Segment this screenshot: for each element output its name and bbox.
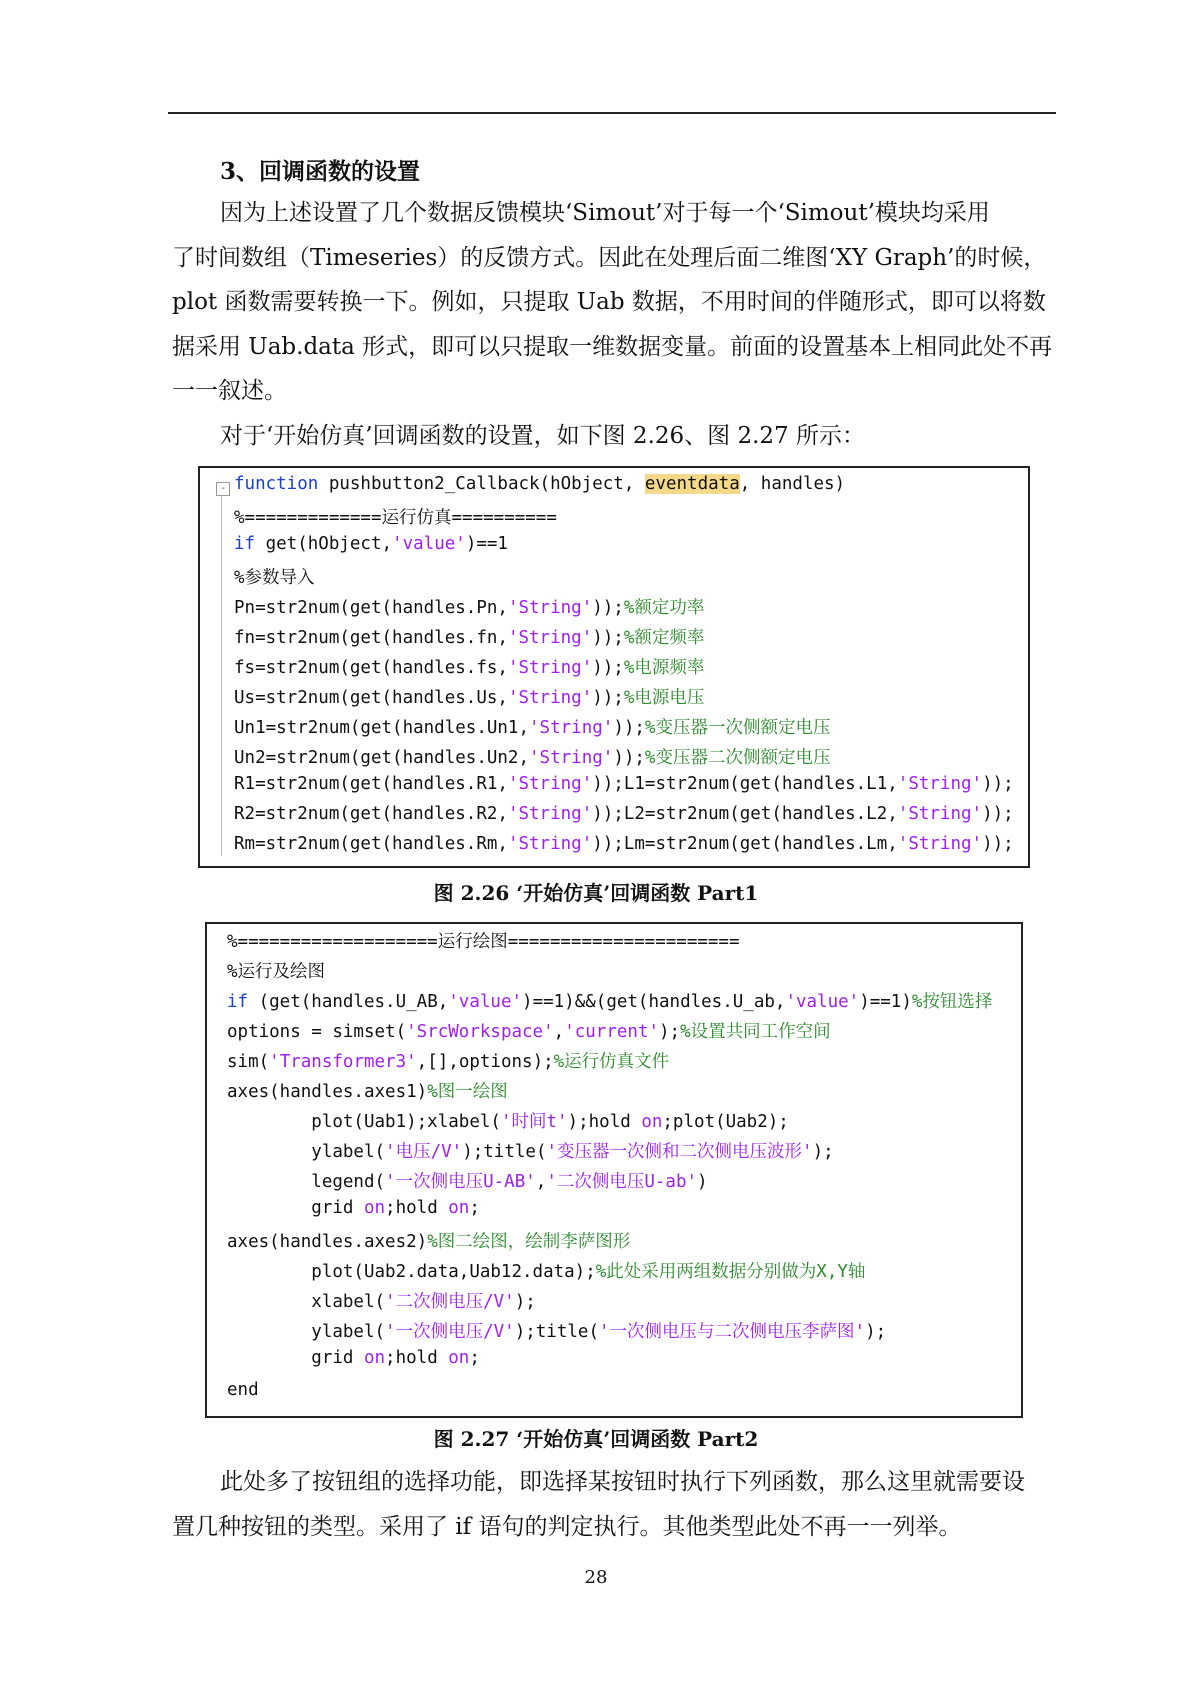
figure-caption-2-26: 图 2.26 ‘开始仿真’回调函数 Part1 (433, 881, 759, 905)
code-line: Rm=str2num(get(handles.Rm,'String'));Lm=str2num(get(handles.Lm,'String')); (234, 834, 1014, 854)
code-line: legend('一次侧电压U-AB','二次侧电压U-ab') (227, 1172, 708, 1192)
code-line: if (get(handles.U_AB,'value')==1)&&(get(handles.U_ab,'value')==1)%按钮选择 (227, 992, 993, 1012)
code-line: grid on;hold on; (227, 1348, 480, 1368)
section-heading: 3、回调函数的设置 (220, 158, 421, 185)
figure-caption-2-27: 图 2.27 ‘开始仿真’回调函数 Part2 (433, 1427, 759, 1451)
code-line: Un2=str2num(get(handles.Un2,'String'));%变压器二次侧额定电压 (234, 748, 831, 768)
code-line: %参数导入 (234, 568, 315, 588)
code-line: if get(hObject,'value')==1 (234, 534, 508, 554)
code-line: options = simset('SrcWorkspace','current');%设置共同工作空间 (227, 1022, 831, 1042)
code-line: ylabel('电压/V');title('变压器一次侧和二次侧电压波形'); (227, 1142, 834, 1162)
code-line: ylabel('一次侧电压/V');title('一次侧电压与二次侧电压李萨图'); (227, 1322, 887, 1342)
fold-toggle-icon[interactable]: - (216, 482, 230, 496)
code-line: %运行及绘图 (227, 962, 326, 982)
intro-line: 因为上述设置了几个数据反馈模块‘Simout’对于每一个‘Simout’模块均采用 (220, 200, 990, 226)
code-line: axes(handles.axes1)%图一绘图 (227, 1082, 508, 1102)
intro-line: plot 函数需要转换一下。例如，只提取 Uab 数据，不用时间的伴随形式，即可以将数 (172, 289, 1046, 315)
code-figure-part2 (205, 922, 1023, 1418)
intro-line: 一一叙述。 (172, 378, 287, 404)
code-line: grid on;hold on; (227, 1198, 480, 1218)
outro-paragraph (172, 1460, 1054, 1549)
fold-guide (221, 496, 222, 856)
code-line: fn=str2num(get(handles.fn,'String'));%额定频率 (234, 628, 705, 648)
code-line: R2=str2num(get(handles.R2,'String'));L2=str2num(get(handles.L2,'String')); (234, 804, 1014, 824)
intro-paragraph (172, 191, 1054, 458)
code-figure-part1 (198, 466, 1030, 868)
code-line: xlabel('二次侧电压/V'); (227, 1292, 536, 1312)
code-line: Us=str2num(get(handles.Us,'String'));%电源电压 (234, 688, 705, 708)
code-line: plot(Uab1);xlabel('时间t');hold on;plot(Uab2); (227, 1112, 789, 1132)
code-line: end (227, 1380, 259, 1400)
intro-line: 据采用 Uab.data 形式，即可以只提取一维数据变量。前面的设置基本上相同此处不再 (172, 333, 1053, 360)
outro-line: 此处多了按钮组的选择功能，即选择某按钮时执行下列函数，那么这里就需要设 (220, 1469, 1025, 1495)
outro-line: 置几种按钮的类型。采用了 if 语句的判定执行。其他类型此处不再一一列举。 (172, 1513, 962, 1540)
code-line: %===================运行绘图====================== (227, 932, 740, 952)
code-line: fs=str2num(get(handles.fs,'String'));%电源频率 (234, 658, 705, 678)
code-line: Un1=str2num(get(handles.Un1,'String'));%变压器一次侧额定电压 (234, 718, 831, 738)
header-rule (168, 112, 1056, 114)
figure-intro: 对于‘开始仿真’回调函数的设置，如下图 2.26、图 2.27 所示： (220, 422, 865, 449)
code-line: axes(handles.axes2)%图二绘图，绘制李萨图形 (227, 1232, 631, 1252)
code-line: %=============运行仿真========== (234, 508, 557, 528)
intro-line: 了时间数组（Timeseries）的反馈方式。因此在处理后面二维图‘XY Graph’的时候， (172, 244, 1047, 271)
code-line: sim('Transformer3',[],options);%运行仿真文件 (227, 1052, 670, 1072)
code-line: plot(Uab2.data,Uab12.data);%此处采用两组数据分别做为X,Y轴 (227, 1262, 866, 1282)
page-number: 28 (584, 1567, 608, 1588)
code-line: function pushbutton2_Callback(hObject, eventdata, handles) (234, 474, 846, 494)
code-line: Pn=str2num(get(handles.Pn,'String'));%额定功率 (234, 598, 705, 618)
code-line: R1=str2num(get(handles.R1,'String'));L1=str2num(get(handles.L1,'String')); (234, 774, 1014, 794)
